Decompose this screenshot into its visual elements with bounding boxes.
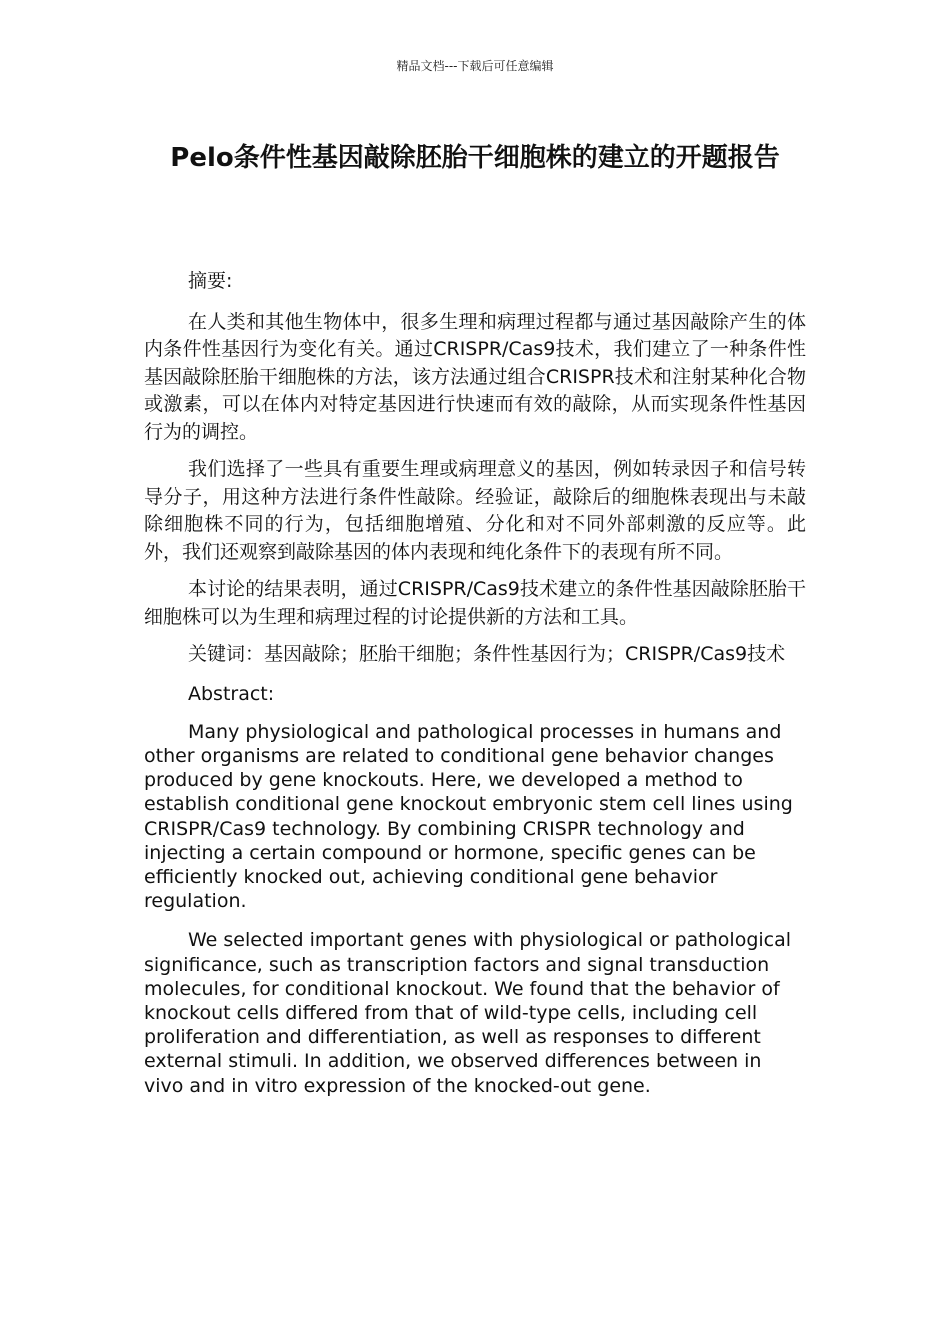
abstract-en-paragraph-1: Many physiological and pathological processes in humans and other organisms are related to conditional gene behavior changes produced by gene knockouts. Here, we developed a method to establish conditional gene knockout embryonic stem cell lines using CRISPR/Cas9 technology. By combining CRISPR technology and injecting a certain compound or hormone, specific genes can be efficiently knocked out, achieving conditional gene behavior regulation. [144,720,793,913]
keywords-zh: 关键词：基因敲除；胚胎干细胞；条件性基因行为；CRISPR/Cas9技术 [188,643,786,665]
page-header-note: 精品文档---下载后可任意编辑 [396,59,554,73]
document-body [144,268,806,1113]
abstract-zh-paragraph-1: 在人类和其他生物体中，很多生理和病理过程都与通过基因敲除产生的体内条件性基因行为变化有关。通过CRISPR/Cas9技术，我们建立了一种条件性基因敲除胚胎干细胞株的方法，该方法通过组合CRISPR技术和注射某种化合物或激素，可以在体内对特定基因进行快速而有效的敲除，从而实现条件性基因行为的调控。 [144,310,806,443]
abstract-en-paragraph-2: We selected important genes with physiological or pathological significance, such as transcription factors and signal transduction molecules, for conditional knockout. We found that the behavior of knockout cells differed from that of wild-type cells, including cell proliferation and differentiation, as well as responses to different external stimuli. In addition, we observed differences between in vivo and in vitro expression of the knocked-out gene. [144,929,792,1097]
abstract-zh-paragraph-2: 我们选择了一些具有重要生理或病理意义的基因，例如转录因子和信号转导分子，用这种方法进行条件性敲除。经验证，敲除后的细胞株表现出与未敲除细胞株不同的行为，包括细胞增殖、分化和对不同外部刺激的反应等。此外，我们还观察到敲除基因的体内表现和纯化条件下的表现有所不同。 [144,458,806,563]
abstract-en-label: Abstract: [188,682,275,705]
abstract-zh-label: 摘要: [188,270,233,292]
document-title: Pelo条件性基因敲除胚胎干细胞株的建立的开题报告 [170,143,780,173]
abstract-zh-paragraph-3: 本讨论的结果表明，通过CRISPR/Cas9技术建立的条件性基因敲除胚胎干细胞株可以为生理和病理过程的讨论提供新的方法和工具。 [144,578,806,628]
